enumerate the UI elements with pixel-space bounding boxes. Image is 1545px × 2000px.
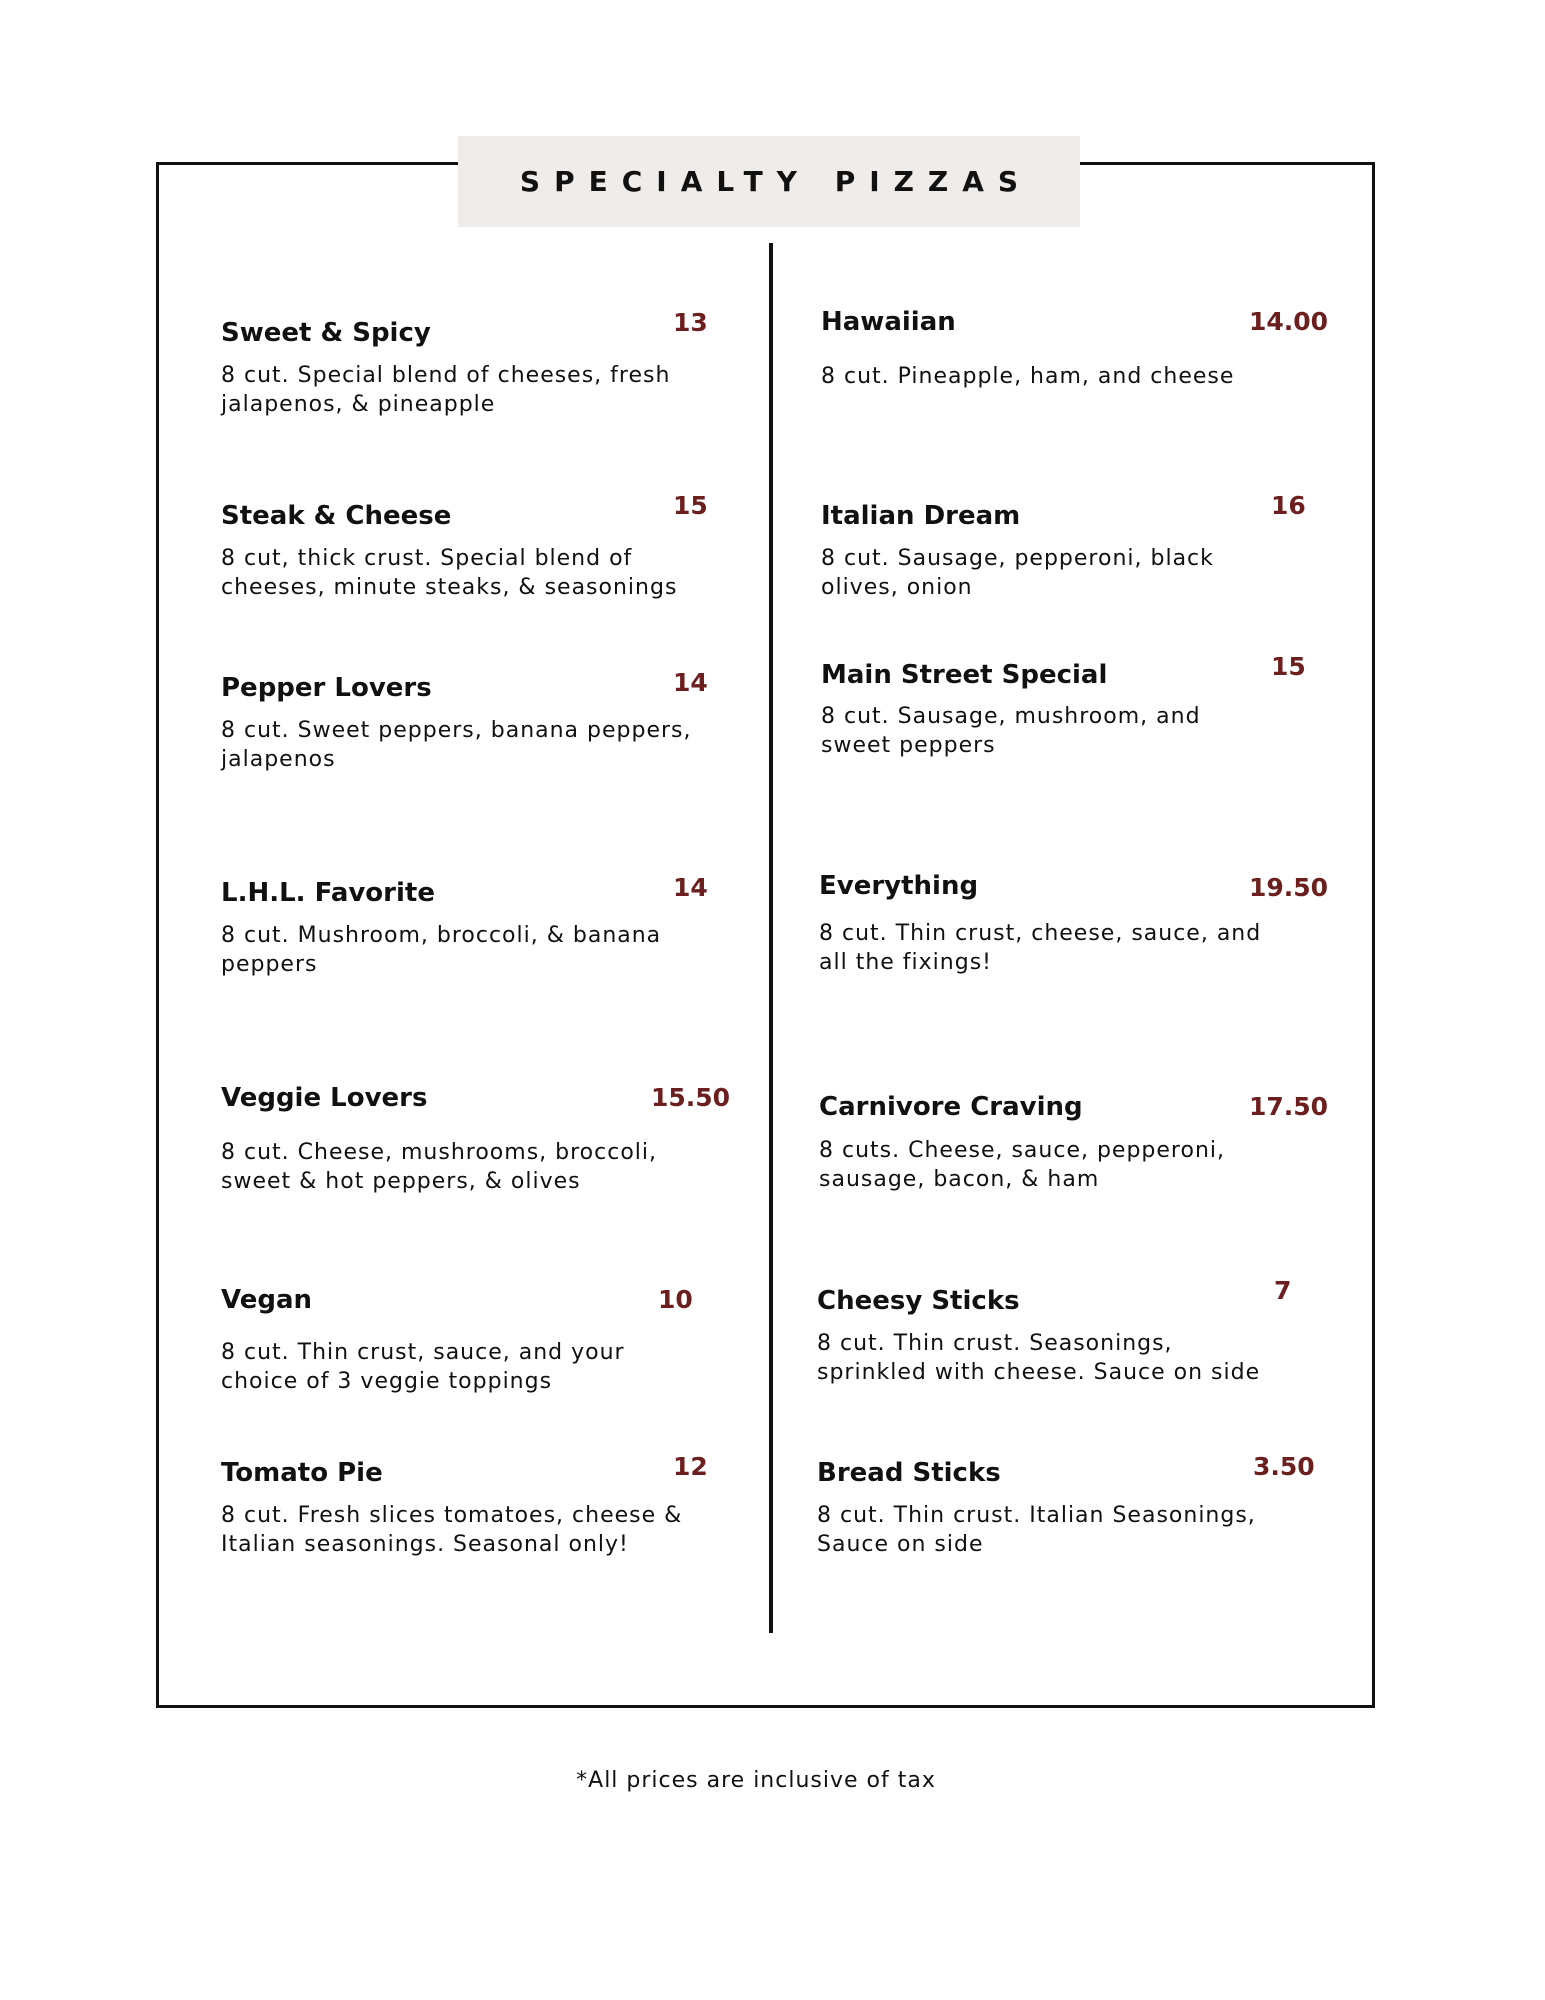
menu-item-price: 14	[673, 668, 708, 697]
menu-item-price: 14	[673, 873, 708, 902]
menu-item-description: 8 cut. Special blend of cheeses, fresh jalapenos, & pineapple	[221, 363, 671, 417]
menu-item-description: 8 cut. Pineapple, ham, and cheese	[821, 364, 1235, 389]
menu-item-name: Bread Sticks	[817, 1458, 1001, 1488]
menu-item-name: Cheesy Sticks	[817, 1286, 1020, 1316]
menu-item-description: 8 cut, thick crust. Special blend of cheeses, minute steaks, & seasonings	[221, 546, 678, 600]
tax-note: *All prices are inclusive of tax	[576, 1768, 936, 1793]
menu-item-description: 8 cut. Mushroom, broccoli, & banana peppers	[221, 923, 662, 977]
menu-item-name: Tomato Pie	[221, 1458, 383, 1488]
menu-item-price: 15	[673, 491, 708, 520]
menu-item-name: Sweet & Spicy	[221, 318, 431, 348]
menu-item-description: 8 cut. Sausage, mushroom, and sweet peppers	[821, 704, 1201, 758]
menu-item-price: 14.00	[1249, 307, 1329, 336]
menu-item-description: 8 cut. Sausage, pepperoni, black olives, onion	[821, 546, 1214, 600]
menu-item-price: 3.50	[1253, 1452, 1315, 1481]
menu-item-description: 8 cut. Fresh slices tomatoes, cheese & Italian seasonings. Seasonal only!	[221, 1503, 683, 1557]
menu-item-name: Everything	[819, 871, 979, 901]
menu-item-price: 13	[673, 308, 708, 337]
title-banner	[458, 136, 1080, 227]
menu-item-description: 8 cut. Thin crust. Seasonings, sprinkled with cheese. Sauce on side	[817, 1331, 1261, 1385]
menu-item-name: Hawaiian	[821, 307, 956, 337]
menu-item-name: Main Street Special	[821, 660, 1108, 690]
menu-item-description: 8 cut. Thin crust, sauce, and your choice of 3 veggie toppings	[221, 1340, 625, 1394]
menu-item-price: 10	[658, 1285, 693, 1314]
menu-item-price: 19.50	[1249, 873, 1329, 902]
menu-item-price: 7	[1274, 1276, 1292, 1305]
menu-item-description: 8 cuts. Cheese, sauce, pepperoni, sausage, bacon, & ham	[819, 1138, 1226, 1192]
menu-item-description: 8 cut. Sweet peppers, banana peppers, jalapenos	[221, 718, 692, 772]
menu-title: SPECIALTY PIZZAS	[519, 165, 1033, 198]
menu-item-name: Carnivore Craving	[819, 1092, 1083, 1122]
menu-item-name: Pepper Lovers	[221, 673, 432, 703]
menu-item-description: 8 cut. Thin crust, cheese, sauce, and all the fixings!	[819, 921, 1262, 975]
menu-item-name: Veggie Lovers	[221, 1083, 428, 1113]
menu-item-description: 8 cut. Cheese, mushrooms, broccoli, sweet & hot peppers, & olives	[221, 1140, 657, 1194]
menu-item-price: 12	[673, 1452, 708, 1481]
menu-item-price: 16	[1271, 491, 1306, 520]
menu-item-price: 17.50	[1249, 1092, 1329, 1121]
column-divider	[769, 243, 773, 1633]
menu-item-name: Italian Dream	[821, 501, 1021, 531]
menu-item-price: 15.50	[651, 1083, 731, 1112]
menu-item-description: 8 cut. Thin crust. Italian Seasonings, Sauce on side	[817, 1503, 1256, 1557]
menu-item-name: Steak & Cheese	[221, 501, 452, 531]
menu-item-name: L.H.L. Favorite	[221, 878, 435, 908]
menu-item-price: 15	[1271, 652, 1306, 681]
menu-item-name: Vegan	[221, 1285, 312, 1315]
